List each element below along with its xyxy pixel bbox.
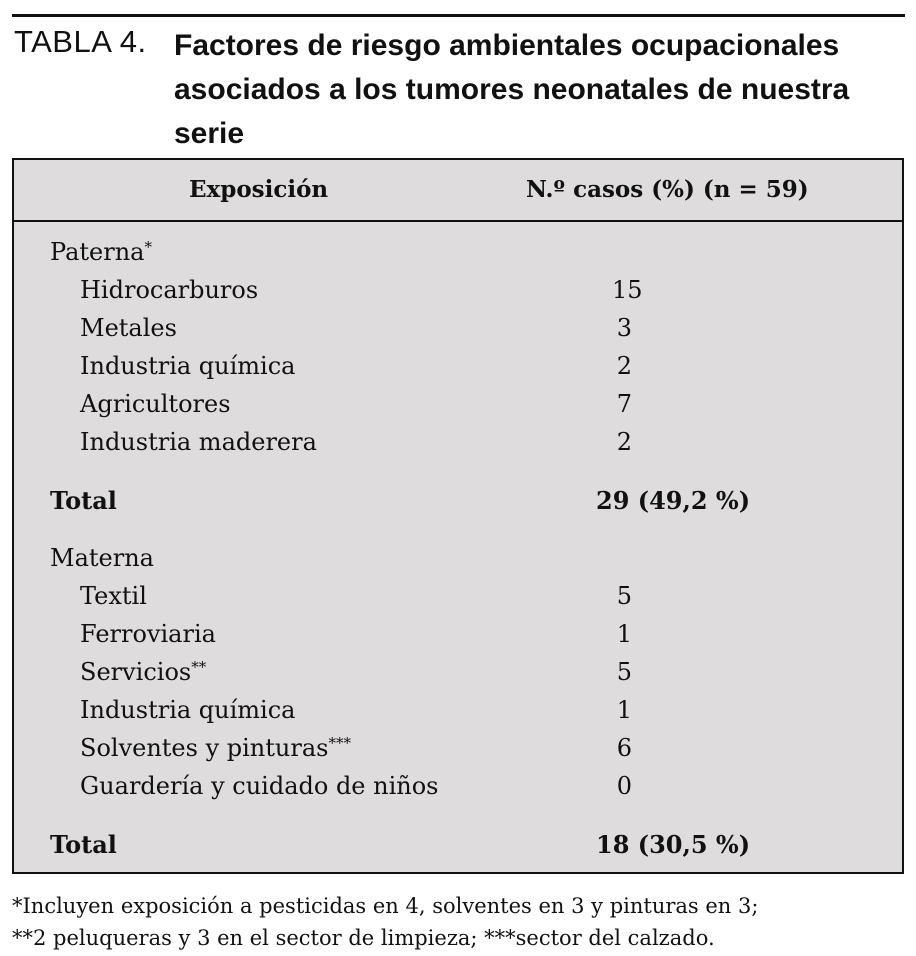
row-value: 7 xyxy=(616,390,632,418)
total-row-maternal xyxy=(14,830,902,866)
row-label: Solventes y pinturas xyxy=(80,734,329,762)
total-row-paternal xyxy=(14,486,902,522)
table-header xyxy=(14,160,902,222)
row-value: 1 xyxy=(616,620,632,648)
group-maternal xyxy=(14,544,902,580)
total-value: 29 (49,2 %) xyxy=(596,486,751,515)
header-cases: N.º casos (%) (n = 59) xyxy=(526,176,809,203)
table-row xyxy=(14,276,902,312)
footnote-mark: * xyxy=(144,238,152,256)
row-label: Industria maderera xyxy=(80,428,317,456)
row-value: 2 xyxy=(616,352,632,380)
group-label: Materna xyxy=(50,544,154,572)
exposure-table xyxy=(12,158,904,874)
table-row xyxy=(14,620,902,656)
top-rule xyxy=(12,14,905,17)
header-exposure: Exposición xyxy=(189,176,329,203)
footnote-mark: *** xyxy=(328,734,351,752)
table-row xyxy=(14,772,902,808)
total-label: Total xyxy=(50,486,117,515)
row-value: 2 xyxy=(616,428,632,456)
row-label: Ferroviaria xyxy=(80,620,216,648)
row-label: Agricultores xyxy=(80,390,231,418)
table-row xyxy=(14,734,902,770)
footnote-1: *Incluyen exposición a pesticidas en 4, solventes en 3 y pinturas en 3; xyxy=(12,894,759,918)
total-value: 18 (30,5 %) xyxy=(596,830,751,859)
row-value: 1 xyxy=(616,696,632,724)
table-number: TABLA 4. xyxy=(14,24,147,59)
row-label: Metales xyxy=(80,314,177,342)
table-title: Factores de riesgo ambientales ocupacionales asociados a los tumores neonatales de nuestra serie xyxy=(174,29,850,150)
table-row xyxy=(14,390,902,426)
row-value: 0 xyxy=(616,772,632,800)
group-paternal xyxy=(14,238,902,274)
row-label: Industria química xyxy=(80,352,296,380)
group-label: Paterna xyxy=(50,238,145,266)
row-label: Hidrocarburos xyxy=(80,276,259,304)
footnote-2: **2 peluqueras y 3 en el sector de limpieza; ***sector del calzado. xyxy=(12,926,715,950)
total-label: Total xyxy=(50,830,117,859)
table-row xyxy=(14,352,902,388)
row-label: Guardería y cuidado de niños xyxy=(80,772,439,800)
row-value: 5 xyxy=(616,658,632,686)
row-label: Industria química xyxy=(80,696,296,724)
table-row xyxy=(14,696,902,732)
footnote-mark: ** xyxy=(191,658,207,676)
row-label: Servicios xyxy=(80,658,192,686)
row-value: 6 xyxy=(616,734,632,762)
row-label: Textil xyxy=(80,582,147,610)
table-row xyxy=(14,428,902,464)
row-value: 3 xyxy=(616,314,632,342)
table-row xyxy=(14,658,902,694)
row-value: 5 xyxy=(616,582,632,610)
table-row xyxy=(14,582,902,618)
table-row xyxy=(14,314,902,350)
row-value: 15 xyxy=(612,276,643,304)
